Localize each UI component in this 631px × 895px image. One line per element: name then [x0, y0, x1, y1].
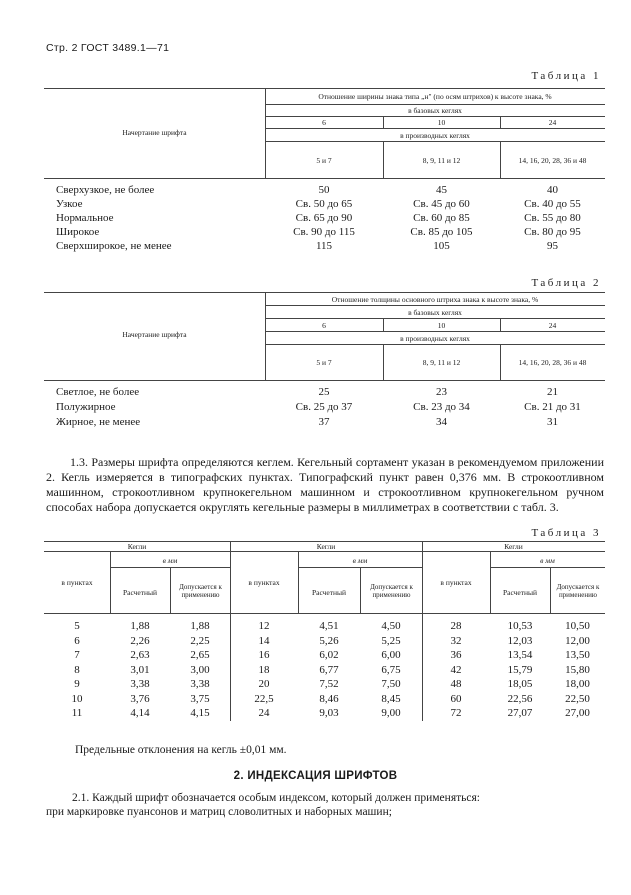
table2-row-name: Светлое, не более [56, 386, 140, 398]
table2-deriv-3: 14, 16, 20, 28, 36 и 48 [518, 358, 587, 367]
table3-cell: 6,75 [381, 663, 401, 676]
table3-cell: 42 [450, 663, 462, 676]
table3-cell: 12,03 [507, 634, 533, 647]
table3-group1: Кегли [127, 542, 147, 551]
table2-base-10: 10 [437, 321, 446, 330]
table2-cell: 21 [547, 386, 558, 398]
table3-cell: 18,05 [507, 678, 533, 690]
table2-cell: Св. 21 до 31 [524, 401, 581, 413]
table1-row-name: Нормальное [56, 212, 114, 224]
table3-cell: 8 [74, 663, 80, 676]
table3-cell: 2,63 [130, 649, 150, 661]
table1-cell: 95 [547, 240, 558, 252]
table3-calc-3: Расчетный [502, 588, 538, 597]
paragraph-1-3: 1.3. Размеры шрифта определяются кеглем. Кегельный сортамент указан в рекомендуемом приложении 2. Кегль измеряется в типографских пунктах. Типографский пункт равен 0,376 мм. В строкоотливном машинном, строкоотливном крупнокегельном машинном и строкоотливном крупнокегельном ручном способах набора допускается округлять кегельные размеры в миллиметрах в соответствии с табл. 3. [46, 455, 604, 514]
table3-cell: 6 [74, 634, 80, 647]
table3-group3: Кегли [504, 542, 523, 551]
table3-allowed-3: Допускается к применению [556, 583, 600, 599]
table3-cell: 10 [71, 692, 83, 705]
table3-cell: 6,02 [319, 649, 339, 661]
table3-cell: 1,88 [190, 620, 210, 632]
table3-cell: 2,65 [190, 649, 210, 661]
table3-cell: 22,56 [507, 692, 533, 705]
table1-cell: Св. 85 до 105 [410, 226, 473, 238]
table3-cell: 2,25 [190, 634, 210, 647]
table3-points-2: в пунктах [248, 578, 280, 587]
table3-cell: 9,03 [319, 707, 339, 719]
table3-points-3: в пунктах [440, 578, 472, 587]
table3-cell: 4,15 [190, 707, 210, 719]
table3-cell: 7,50 [381, 678, 401, 690]
table3-cell: 8,45 [381, 692, 401, 705]
table3-cell: 3,38 [130, 678, 150, 690]
table3-cell: 32 [450, 634, 462, 647]
table3-calc-1: Расчетный [122, 588, 158, 597]
table2-cell: 25 [318, 386, 330, 398]
table2-base-24: 24 [548, 321, 557, 330]
table3-cell: 4,50 [381, 620, 401, 632]
table1-row-name: Сверхширокое, не менее [56, 240, 172, 252]
table2-cell: 23 [436, 386, 447, 398]
section-2-heading: 2. ИНДЕКСАЦИЯ ШРИФТОВ [233, 770, 398, 782]
table3-allowed-2: Допускается к применению [370, 583, 413, 599]
table1-base-24: 24 [548, 118, 557, 127]
paragraph-2-1-cont: при маркировке пуансонов и матриц словолитных и наборных машин; [46, 806, 392, 818]
table1-col0-header: Начертание шрифта [122, 128, 187, 137]
table3-caption: Таблица 3 [531, 527, 601, 539]
table3-in-mm-2: в мм [352, 556, 368, 565]
table3-cell: 72 [450, 707, 462, 719]
page-header: Стр. 2 ГОСТ 3489.1—71 [46, 42, 170, 54]
table3-allowed-1: Допускается к применению [179, 583, 222, 599]
table1-cell: Св. 60 до 85 [413, 212, 470, 224]
table3-cell: 6,00 [381, 649, 401, 661]
table2-cell: Св. 25 до 37 [295, 401, 353, 413]
table3-in-mm-1: в мм [162, 556, 178, 565]
table3-cell: 1,88 [130, 620, 150, 632]
table3-cell: 15,80 [565, 663, 590, 676]
table3-calc-2: Расчетный [311, 588, 347, 597]
table3-group2: Кегли [316, 542, 336, 551]
table1-base-6: 6 [322, 118, 326, 127]
table1-row-name: Узкое [56, 198, 83, 210]
table1-base-label: в базовых кеглях [408, 106, 462, 115]
table1-title: Отношение ширины знака типа „н" (по осям штрихов) к высоте знака, % [318, 92, 552, 101]
table3-cell: 22,50 [565, 692, 590, 705]
table1-cell: 115 [315, 240, 333, 252]
table3-cell: 7 [74, 649, 80, 661]
table2-base-6: 6 [322, 321, 326, 330]
table1-row-name: Сверхузкое, не более [56, 184, 155, 196]
table1-cell: Св. 90 до 115 [293, 226, 355, 238]
table1-cell: Св. 80 до 95 [524, 226, 581, 238]
table2-col0-header: Начертание шрифта [122, 330, 187, 339]
table2-cell: Св. 23 до 34 [413, 401, 470, 413]
table3-cell: 60 [450, 692, 462, 705]
tolerance-note: Предельные отклонения на кегль ±0,01 мм. [75, 744, 287, 756]
table3-cell: 12,00 [565, 634, 590, 647]
table3-cell: 8,46 [319, 692, 339, 705]
table3-cell: 3,38 [190, 678, 210, 690]
table3-cell: 28 [450, 620, 462, 632]
table3-cell: 12 [258, 620, 270, 632]
table1-cell: 45 [436, 184, 447, 196]
table3-cell: 5 [74, 620, 80, 632]
table3-cell: 36 [450, 649, 462, 661]
table1-deriv-3: 14, 16, 20, 28, 36 и 48 [518, 156, 587, 165]
table3-cell: 3,01 [130, 663, 150, 676]
table3-cell: 3,00 [190, 663, 210, 676]
table3-cell: 27,07 [507, 707, 533, 719]
table1-cell: Св. 45 до 60 [413, 198, 470, 210]
table2-deriv-1: 5 и 7 [316, 358, 332, 367]
table3-cell: 18,00 [565, 678, 590, 690]
table1-cell: Св. 55 до 80 [524, 212, 581, 224]
table1-deriv-1: 5 и 7 [316, 156, 332, 165]
table1-cell: Св. 50 до 65 [295, 198, 353, 210]
table2-cell: 31 [547, 416, 558, 428]
table3-cell: 16 [258, 649, 270, 661]
table3-cell: 22,5 [254, 692, 274, 705]
table3-points-1: в пунктах [61, 578, 93, 587]
table3-cell: 27,00 [565, 707, 590, 719]
table1-cell: Св. 40 до 55 [524, 198, 581, 210]
table2-row-name: Полужирное [56, 401, 116, 413]
table2-base-label: в базовых кеглях [408, 308, 462, 317]
table3-cell: 14 [258, 634, 270, 647]
table3-cell: 24 [258, 707, 270, 719]
table1-deriv-2: 8, 9, 11 и 12 [422, 156, 461, 165]
table1-caption: Таблица 1 [531, 70, 601, 82]
table3-cell: 13,54 [507, 649, 533, 661]
table2-title: Отношение толщины основного штриха знака к высоте знака, % [331, 295, 539, 304]
table3-cell: 3,76 [130, 692, 150, 705]
table2-deriv-2: 8, 9, 11 и 12 [422, 358, 461, 367]
table2-deriv-label: в производных кеглях [400, 334, 470, 343]
table2-caption: Таблица 2 [531, 277, 601, 289]
table2-cell: 37 [318, 416, 330, 428]
table1-cell: 40 [547, 184, 558, 196]
table3-cell: 2,26 [130, 634, 150, 647]
table3-cell: 48 [450, 678, 462, 690]
table3-cell: 3,75 [190, 692, 210, 705]
table3-cell: 15,79 [507, 663, 533, 676]
table1-cell: Св. 65 до 90 [295, 212, 353, 224]
table3-cell: 4,51 [319, 620, 339, 632]
table3-cell: 18 [258, 663, 270, 676]
table3-in-mm-3: в мм [540, 556, 555, 565]
table3-cell: 11 [71, 707, 83, 719]
table1-cell: 50 [318, 184, 330, 196]
table1-row-name: Широкое [56, 226, 100, 238]
table3-cell: 5,26 [319, 634, 339, 647]
table1-base-10: 10 [437, 118, 446, 127]
table3-cell: 9 [74, 678, 80, 690]
table3-cell: 10,53 [507, 620, 533, 632]
table1-cell: 105 [433, 240, 450, 252]
table3-cell: 10,50 [565, 620, 590, 632]
table3-cell: 9,00 [381, 707, 401, 719]
table3-cell: 4,14 [130, 707, 150, 719]
table3-cell: 6,77 [319, 663, 339, 676]
table3-cell: 5,25 [381, 634, 401, 647]
paragraph-2-1: 2.1. Каждый шрифт обозначается особым индексом, который должен применяться: [72, 792, 480, 804]
table3-cell: 20 [258, 678, 270, 690]
table3-cell: 13,50 [565, 649, 590, 661]
table3-cell: 7,52 [319, 678, 339, 690]
table1-deriv-label: в производных кеглях [400, 131, 470, 140]
table2-row-name: Жирное, не менее [56, 416, 141, 428]
table2-cell: 34 [436, 416, 447, 428]
